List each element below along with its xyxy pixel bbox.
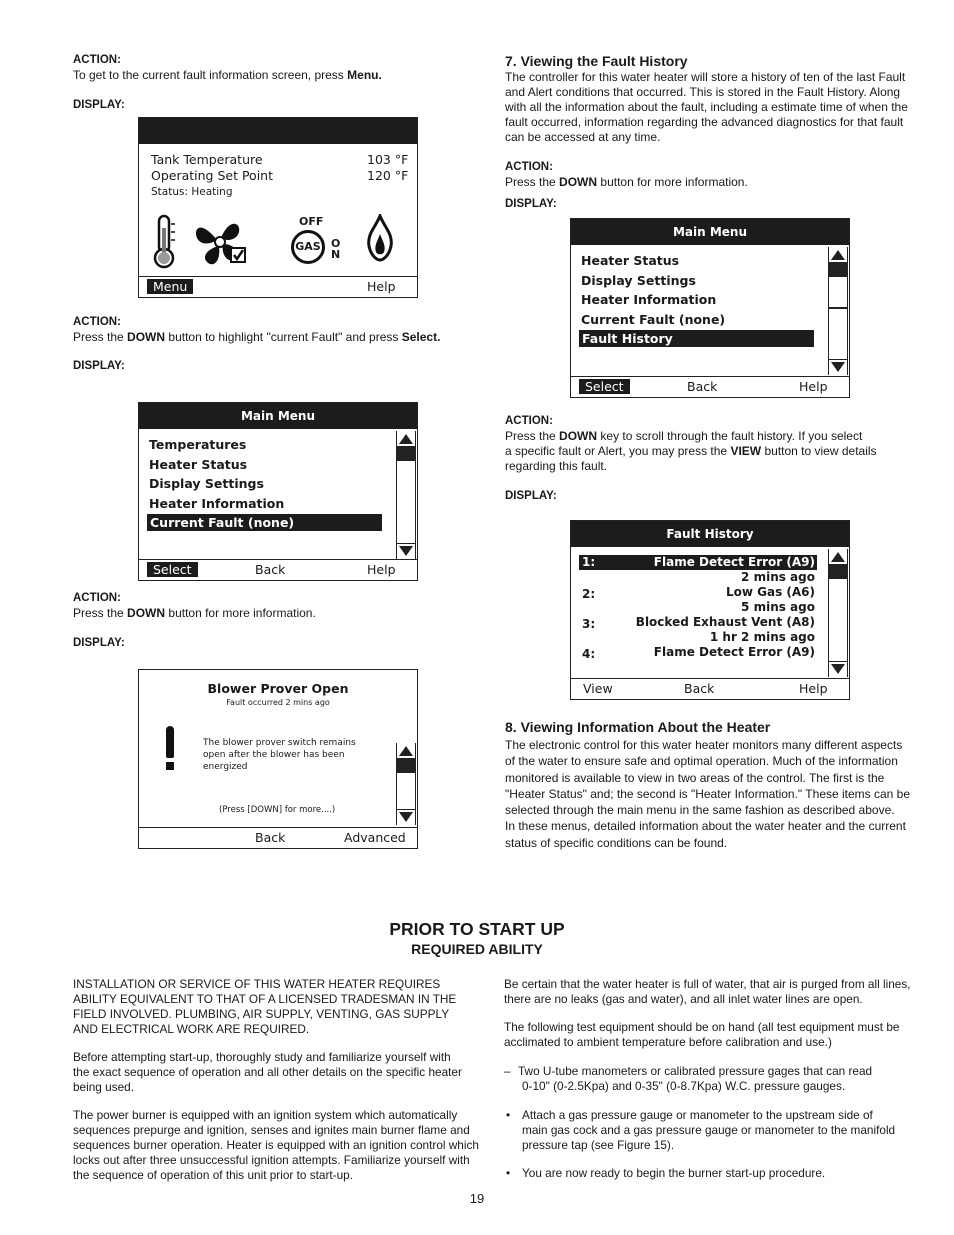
action-text: Press the DOWN button for more information. — [505, 175, 748, 189]
gas-valve-icon — [291, 230, 325, 264]
scroll-up-icon[interactable] — [399, 746, 413, 756]
help-softkey[interactable]: Help — [799, 681, 828, 696]
scroll-thumb[interactable] — [397, 759, 415, 773]
scroll-up-icon[interactable] — [831, 552, 845, 562]
fan-icon — [191, 216, 249, 270]
softkey-bar — [571, 678, 849, 699]
action-text: Press the DOWN button for more information. — [73, 606, 316, 620]
startup-paragraph: Be certain that the water heater is full of water, that air is purged from all lines, there are no leaks (gas and water), and all inlet water lines are open. — [504, 977, 911, 1006]
page-number: 19 — [469, 1191, 485, 1206]
action-text: Press the DOWN key to scroll through the fault history. If you select a specific fault or Alert, you may press the VIEW button to view details regarding this fault. — [505, 429, 877, 473]
equipment-list-item: Attach a gas pressure gauge or manometer to the upstream side of main gas cock and a gas pressure gauge or manometer to the manifold pressure tap (see Figure 15). — [522, 1108, 896, 1152]
back-softkey[interactable]: Back — [255, 830, 286, 845]
action-label: ACTION: — [73, 54, 121, 66]
scroll-up-icon[interactable] — [399, 434, 413, 444]
menu-item-heater-status[interactable]: Heater Status — [581, 253, 680, 268]
menu-item-heater-status[interactable]: Heater Status — [149, 456, 248, 472]
menu-item-fault-history[interactable]: Fault History — [579, 330, 814, 347]
back-softkey[interactable]: Back — [255, 562, 286, 577]
display-label: DISPLAY: — [73, 637, 125, 649]
back-softkey[interactable]: Back — [684, 681, 715, 696]
menu-item-display-settings[interactable]: Display Settings — [581, 272, 696, 288]
tank-temperature-label: Tank Temperature — [151, 152, 263, 167]
display-label: DISPLAY: — [73, 360, 125, 372]
section-7-body: The controller for this water heater will store a history of ten of the last Fault and Alert conditions that occurred. This is stored in the Fault History. Along with all the information about the fault, including a estimate time of when the fault occurred, information regarding the advanced diagnostics for that fault can be accessed at any time. — [505, 70, 908, 144]
startup-paragraph: INSTALLATION OR SERVICE OF THIS WATER HEATER REQUIRES ABILITY EQUIVALENT TO THAT OF A LICENSED TRADESMAN IN THE FIELD INVOLVED. PLUMBING, AIR SUPPLY, VENTING, GAS SUPPLY AND ELECTRICAL WORK ARE REQUIRED. — [73, 977, 457, 1036]
fault-history-screen — [570, 520, 850, 700]
menu-item-display-settings[interactable]: Display Settings — [149, 476, 264, 491]
exclamation-icon — [165, 726, 175, 770]
display-label: DISPLAY: — [505, 490, 557, 502]
fault-history-time: 5 mins ago — [741, 600, 815, 614]
startup-paragraph: Before attempting start-up, thoroughly study and familiarize yourself with the exact sequence of operation and all other details on the specific heater being used. — [73, 1050, 462, 1094]
menu-softkey[interactable]: Menu — [147, 279, 193, 294]
set-point-label: Operating Set Point — [151, 168, 274, 183]
main-menu-screen — [138, 402, 418, 581]
flame-icon — [365, 214, 395, 262]
help-softkey[interactable]: Help — [367, 279, 396, 294]
fault-history-row[interactable]: 3: Blocked Exhaust Vent (A8) — [582, 615, 815, 631]
menu-item-current-fault[interactable]: Current Fault (none) — [147, 514, 382, 531]
scrollbar[interactable] — [396, 743, 416, 825]
action-label: ACTION: — [505, 415, 553, 427]
scroll-down-icon[interactable] — [399, 812, 413, 822]
scroll-thumb[interactable] — [397, 447, 415, 461]
scroll-thumb[interactable] — [829, 263, 847, 277]
screen-title: Main Menu — [139, 403, 417, 429]
page-section-title: PRIOR TO START UP — [389, 919, 565, 939]
help-softkey[interactable]: Help — [367, 562, 396, 577]
action-text: To get to the current fault information screen, press Menu. — [73, 68, 382, 82]
back-softkey[interactable]: Back — [687, 379, 718, 394]
advanced-softkey[interactable]: Advanced — [344, 830, 406, 845]
action-label: ACTION: — [73, 316, 121, 328]
fault-time: Fault occurred 2 mins ago — [226, 698, 330, 707]
page-section-subtitle: REQUIRED ABILITY — [411, 941, 543, 957]
action-label: ACTION: — [505, 161, 553, 173]
fault-history-time: 2 mins ago — [741, 570, 815, 584]
scroll-down-icon[interactable] — [831, 664, 845, 674]
scrollbar[interactable] — [396, 431, 416, 559]
status-display-screen — [138, 117, 418, 298]
scrollbar[interactable] — [828, 549, 848, 677]
section-7-title: 7. Viewing the Fault History — [505, 53, 688, 69]
startup-paragraph: The power burner is equipped with an ignition system which automatically sequences prepurge and ignition, senses and ignites main burner flame and sequences burner operation. Heater is equipped with an ignition control which locks out after three unsuccessful ignition attempts. Familiarize yourself with the sequence of operation of this unit prior to start-up. — [73, 1108, 479, 1182]
scroll-up-icon[interactable] — [831, 250, 845, 260]
main-menu-screen — [570, 218, 850, 398]
scrollbar[interactable] — [828, 247, 848, 375]
action-label: ACTION: — [73, 592, 121, 604]
gas-on-label: O N — [331, 237, 341, 261]
display-header-bar — [139, 118, 417, 144]
equipment-list-item: You are now ready to begin the burner start-up procedure. — [522, 1166, 826, 1180]
fault-history-row[interactable]: 4: Flame Detect Error (A9) — [582, 645, 815, 661]
select-softkey[interactable]: Select — [579, 379, 630, 394]
section-8-title: 8. Viewing Information About the Heater — [505, 719, 771, 735]
fault-history-row[interactable]: 1: Flame Detect Error (A9) — [579, 555, 817, 570]
status-text: Status: Heating — [151, 186, 233, 198]
menu-item-temperatures[interactable]: Temperatures — [149, 437, 247, 452]
menu-item-heater-information[interactable]: Heater Information — [581, 292, 717, 307]
bullet-marker: • — [506, 1108, 511, 1122]
screen-title: Fault History — [571, 521, 849, 547]
thermometer-icon — [149, 214, 179, 270]
action-text: Press the DOWN button to highlight "current Fault" and press Select. — [73, 330, 441, 344]
fault-description: The blower prover switch remains open after the blower has been energized — [203, 738, 356, 772]
view-softkey[interactable]: View — [583, 681, 613, 696]
scroll-down-icon[interactable] — [831, 362, 845, 372]
menu-item-heater-information[interactable]: Heater Information — [149, 495, 285, 511]
dash-marker: – — [504, 1064, 511, 1078]
tank-temperature-value: 103 °F — [367, 152, 409, 167]
fault-history-time: 1 hr 2 mins ago — [709, 630, 815, 644]
fault-title: Blower Prover Open — [207, 681, 349, 696]
fault-detail-screen — [138, 669, 418, 849]
gas-off-label: OFF — [299, 215, 324, 228]
equipment-list-item: Two U-tube manometers or calibrated pressure gages that can read 0-10" (0-2.5Kpa) and 0-35" (0-8.7Kpa) W.C. pressure gauges. — [518, 1064, 873, 1093]
menu-item-current-fault[interactable]: Current Fault (none) — [581, 311, 726, 327]
section-8-body: The electronic control for this water heater monitors many different aspects of the water to ensure safe and optimal operation. Much of the information monitored is available to view in two areas of the control. The first is the "Heater Status" and; the second is "Heater Information." These items can be selected through the main menu in the same fashion as described above. In these menus, detailed information about the water heater and the current status of specific conditions can be found. — [505, 738, 911, 850]
select-softkey[interactable]: Select — [147, 562, 198, 577]
screen-title: Main Menu — [571, 219, 849, 245]
gas-label: GAS — [295, 240, 321, 253]
fault-history-row[interactable]: 2: Low Gas (A6) — [582, 585, 815, 601]
help-softkey[interactable]: Help — [799, 379, 828, 394]
scroll-down-icon[interactable] — [399, 546, 413, 556]
softkey-bar — [571, 376, 849, 397]
softkey-bar — [139, 276, 417, 297]
display-label: DISPLAY: — [505, 198, 557, 210]
more-hint: (Press [DOWN] for more....) — [219, 805, 336, 815]
set-point-value: 120 °F — [367, 168, 409, 183]
startup-paragraph: The following test equipment should be on hand (all test equipment must be acclimated to ambient temperature before calibration and use.) — [504, 1020, 900, 1049]
scroll-thumb[interactable] — [829, 565, 847, 579]
bullet-marker: • — [506, 1166, 511, 1180]
display-label: DISPLAY: — [73, 99, 125, 111]
softkey-bar — [139, 827, 417, 848]
softkey-bar — [139, 559, 417, 580]
